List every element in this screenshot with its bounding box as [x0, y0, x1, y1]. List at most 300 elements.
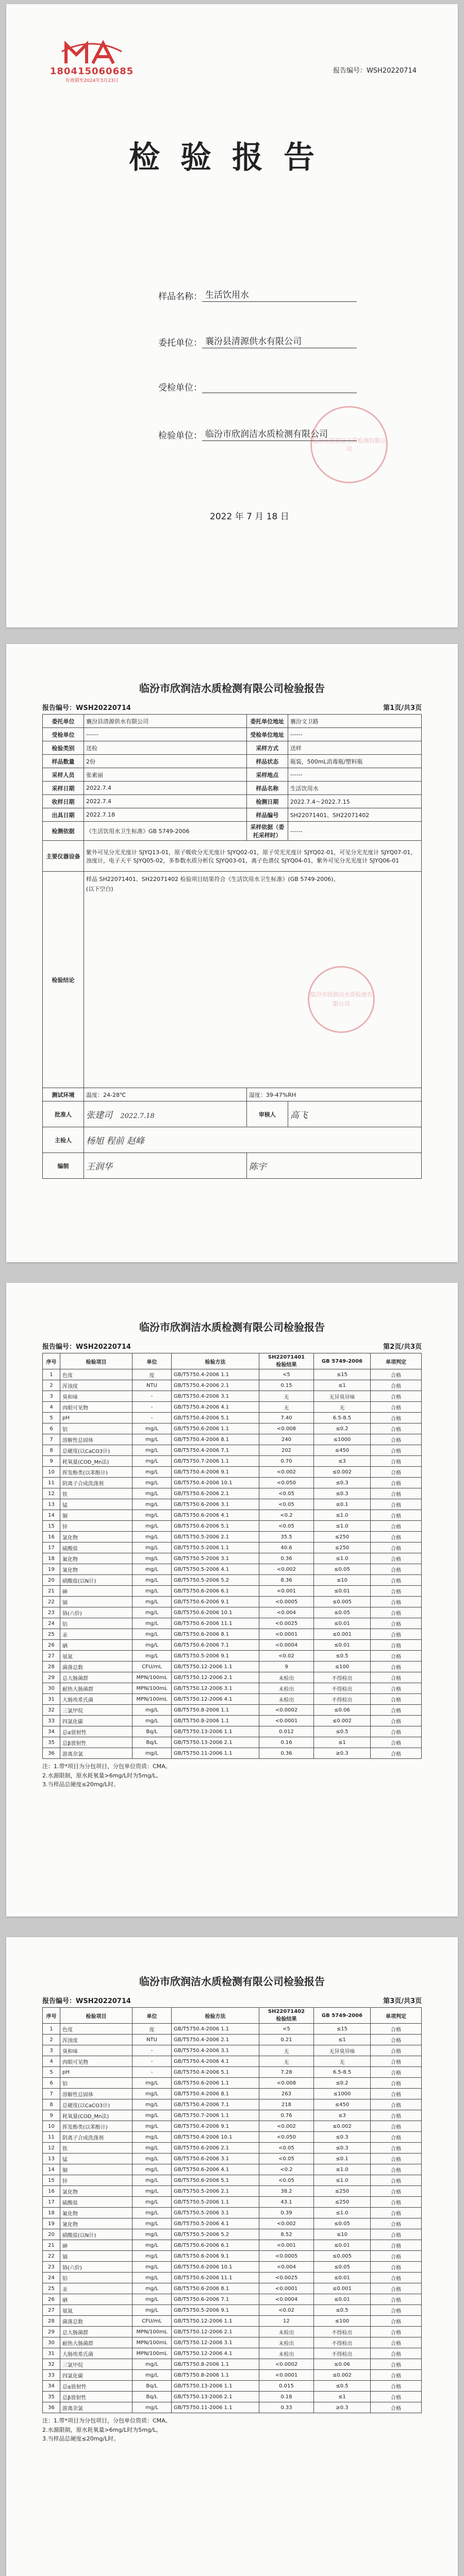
page-title: 临汾市欣润洁水质检测有限公司检验报告 — [139, 1975, 325, 1988]
table-cell: 6.5-8.5 — [314, 1413, 371, 1423]
table-cell: ≥0.3 — [314, 2402, 371, 2413]
table-row — [43, 2121, 422, 2132]
table-cell: 合格 — [371, 1543, 422, 1553]
table-cell: GB/T5750.6-2006 7.1 — [172, 2294, 259, 2305]
note-line: 2.水源限制，原水耗氧量>6mg/L时为5mg/L。 — [42, 1772, 162, 1779]
table-cell: 0.012 — [259, 1726, 314, 1737]
table-cell: 无 — [259, 1402, 314, 1413]
table-cell: GB/T5750.5-2006 5.2 — [172, 1575, 259, 1586]
table-row — [43, 2143, 422, 2154]
table-cell: <0.001 — [259, 2240, 314, 2251]
table-cell: 218 — [259, 2099, 314, 2110]
table-cell: 铬(六价) — [60, 1607, 132, 1618]
col-header-label: 检验结果 — [276, 2016, 297, 2022]
table-cell: <0.002 — [259, 1564, 314, 1575]
table-cell: mg/L — [132, 2305, 172, 2316]
sampling-value: ------ — [288, 822, 421, 841]
table-cell: <0.004 — [259, 1607, 314, 1618]
col-header: GB 5749-2006 — [314, 2008, 371, 2024]
table-cell: <0.0002 — [259, 1705, 314, 1716]
table-cell: ≤0.01 — [314, 1640, 371, 1651]
table-cell: ≤0.01 — [314, 1586, 371, 1597]
table-cell: - — [132, 1413, 172, 1423]
official-seal: 临汾市欣润洁水质检测有限公司 — [310, 406, 388, 483]
table-cell: 35 — [43, 1737, 60, 1748]
table-cell: ≤15 — [314, 1369, 371, 1380]
table-cell: mg/L — [132, 1488, 172, 1499]
table-cell: 无 — [314, 2056, 371, 2067]
equipment-label: 主要仪器设备 — [43, 841, 84, 872]
table-cell: ≤1000 — [314, 2089, 371, 2099]
table-cell: 臭和味 — [60, 1391, 132, 1402]
table-cell: 合格 — [371, 1413, 422, 1423]
notes — [42, 2416, 422, 2444]
table-cell: 铅 — [60, 2273, 132, 2283]
table-cell: 合格 — [371, 1423, 422, 1434]
table-cell: GB/T5750.4-2006 5.1 — [172, 1413, 259, 1423]
col-header: 单位 — [132, 1353, 172, 1369]
col-header: 序号 — [43, 2008, 60, 2024]
table-cell: mg/L — [132, 2402, 172, 2413]
table-cell: 铜 — [60, 2164, 132, 2175]
table-cell: mg/L — [132, 2175, 172, 2186]
table-cell: - — [132, 1391, 172, 1402]
table-cell: GB/T5750.6-2006 4.1 — [172, 1510, 259, 1521]
table-cell: <0.008 — [259, 2078, 314, 2089]
table-cell: ≤0.2 — [314, 2078, 371, 2089]
table-cell: mg/L — [132, 2251, 172, 2262]
table-cell: ≤1.0 — [314, 2208, 371, 2218]
table-cell: ≤0.002 — [314, 2121, 371, 2132]
table-cell: 12 — [259, 2316, 314, 2327]
info-key: 委托单位 — [43, 715, 84, 728]
table-cell: mg/L — [132, 2089, 172, 2099]
table-cell: 0.33 — [259, 2402, 314, 2413]
table-cell: 氯化物 — [60, 1532, 132, 1543]
table-cell: mg/L — [132, 1434, 172, 1445]
table-cell: ≤0.3 — [314, 1478, 371, 1488]
table-cell: 合格 — [371, 1467, 422, 1478]
col-header-label: 检验结果 — [276, 1362, 297, 1368]
info-key: 采样地点 — [246, 768, 288, 782]
table-cell: 7 — [43, 1434, 60, 1445]
table-cell: ≤3 — [314, 2110, 371, 2121]
cover-field-sample — [145, 287, 357, 302]
table-cell: 不得检出 — [314, 1694, 371, 1705]
table-cell: <0.05 — [259, 1499, 314, 1510]
table-row — [43, 1521, 422, 1532]
table-cell: Bq/L — [132, 2392, 172, 2402]
info-row — [43, 782, 422, 795]
table-cell: 合格 — [371, 2143, 422, 2154]
table-cell: 0.39 — [259, 2208, 314, 2218]
table-cell: 锰 — [60, 1499, 132, 1510]
table-cell: ≤0.001 — [314, 2283, 371, 2294]
table-cell: 16 — [43, 1532, 60, 1543]
table-cell: GB/T5750.12-2006 4.1 — [172, 1694, 259, 1705]
table-cell: <0.0004 — [259, 2294, 314, 2305]
table-row — [43, 2056, 422, 2067]
table-cell: 未检出 — [259, 1694, 314, 1705]
table-cell: GB/T5750.4-2006 10.1 — [172, 2132, 259, 2143]
table-cell: GB/T5750.7-2006 1.1 — [172, 1456, 259, 1467]
table-cell: ≤0.06 — [314, 2359, 371, 2370]
col-header: GB 5749-2006 — [314, 1353, 371, 1369]
cma-mark — [45, 40, 138, 83]
table-cell: 38.2 — [259, 2186, 314, 2197]
table-row — [43, 1683, 422, 1694]
table-cell: mg/L — [132, 2186, 172, 2197]
table-cell: GB/T5750.12-2006 4.1 — [172, 2348, 259, 2359]
results-table — [42, 1353, 422, 1759]
table-cell: GB/T5750.6-2006 10.1 — [172, 2262, 259, 2273]
table-cell: <0.2 — [259, 2164, 314, 2175]
table-cell: 0.76 — [259, 2110, 314, 2121]
table-cell: ≤15 — [314, 2024, 371, 2035]
info-value: 2份 — [84, 755, 247, 768]
reviewer-signature: 高飞 — [290, 1110, 308, 1121]
table-cell: 9 — [43, 1456, 60, 1467]
table-cell: 合格 — [371, 2240, 422, 2251]
table-cell: 24 — [43, 2273, 60, 2283]
table-cell: 43.1 — [259, 2197, 314, 2208]
table-cell: GB/T5750.13-2006 2.1 — [172, 1737, 259, 1748]
table-cell: 8.36 — [259, 1575, 314, 1586]
table-cell: <0.0005 — [259, 1597, 314, 1607]
table-cell: 合格 — [371, 2283, 422, 2294]
table-row — [43, 2262, 422, 2273]
table-cell: Bq/L — [132, 1726, 172, 1737]
info-value: 2022.7.18 — [84, 808, 247, 822]
table-cell: ≤0.01 — [314, 2273, 371, 2283]
table-cell: 12 — [43, 1488, 60, 1499]
table-cell: 未检出 — [259, 2348, 314, 2359]
approver-cell — [84, 1101, 247, 1127]
table-cell: GB/T5750.6-2006 3.1 — [172, 2154, 259, 2164]
col-header: 检验方法 — [172, 1353, 259, 1369]
table-cell: ≤0.3 — [314, 1488, 371, 1499]
table-cell: 3 — [43, 2045, 60, 2056]
table-cell: 17 — [43, 2197, 60, 2208]
table-cell: 肉眼可见物 — [60, 2056, 132, 2067]
table-cell: 合格 — [371, 2262, 422, 2273]
table-cell: GB/T5750.4-2006 1.1 — [172, 2024, 259, 2035]
table-cell: mg/L — [132, 1748, 172, 1759]
note-line: 2.水源限制，原水耗氧量>6mg/L时为5mg/L。 — [42, 2426, 162, 2433]
table-cell: mg/L — [132, 2099, 172, 2110]
table-cell: 0.015 — [259, 2381, 314, 2392]
cover-field-value: 生活饮用水 — [202, 287, 357, 302]
table-cell: GB/T5750.6-2006 9.1 — [172, 1597, 259, 1607]
info-key: 样品数量 — [43, 755, 84, 768]
table-cell: mg/L — [132, 1532, 172, 1543]
cover-field-client — [145, 334, 357, 348]
table-cell: 合格 — [371, 1434, 422, 1445]
page-title: 临汾市欣润洁水质检测有限公司检验报告 — [139, 682, 325, 694]
table-row — [43, 2392, 422, 2402]
table-row — [43, 2316, 422, 2327]
table-cell: 合格 — [371, 1618, 422, 1629]
info-value: 襄汾县清源供水有限公司 — [84, 715, 247, 728]
table-cell: 氨氮 — [60, 2305, 132, 2316]
table-cell: 9 — [259, 1662, 314, 1672]
table-cell: ≤0.005 — [314, 2251, 371, 2262]
table-cell: 25 — [43, 2283, 60, 2294]
table-cell: GB/T5750.12-2006 1.1 — [172, 1662, 259, 1672]
reviewer-cell — [288, 1101, 421, 1127]
info-value: 送样 — [288, 741, 421, 755]
table-cell: 未检出 — [259, 2337, 314, 2348]
table-cell: ≤1.0 — [314, 2175, 371, 2186]
table-cell: ≤250 — [314, 2197, 371, 2208]
table-cell: <0.002 — [259, 2218, 314, 2229]
table-cell: <0.02 — [259, 2305, 314, 2316]
table-cell: 合格 — [371, 2208, 422, 2218]
info-row — [43, 768, 422, 782]
tester-signature: 杨旭 程前 赵峰 — [86, 1136, 144, 1146]
table-cell: ≤0.3 — [314, 2143, 371, 2154]
table-cell: 耐热大肠菌群 — [60, 1683, 132, 1694]
col-header: 单位 — [132, 2008, 172, 2024]
table-cell: ≤0.01 — [314, 1618, 371, 1629]
table-cell: 合格 — [371, 2186, 422, 2197]
table-cell: 合格 — [371, 2337, 422, 2348]
cover-field-label: 委托单位： — [158, 338, 202, 348]
table-cell: 14 — [43, 1510, 60, 1521]
table-row — [43, 2337, 422, 2348]
table-cell: 15 — [43, 1521, 60, 1532]
table-cell: 铝 — [60, 1423, 132, 1434]
writer-signature: 王润华 — [86, 1162, 112, 1172]
table-cell: mg/L — [132, 1423, 172, 1434]
info-key: 样品编号 — [246, 808, 288, 822]
table-cell: 合格 — [371, 2154, 422, 2164]
table-cell: <0.05 — [259, 2154, 314, 2164]
notes — [42, 1762, 422, 1789]
table-row — [43, 1499, 422, 1510]
table-cell: ≤0.06 — [314, 1705, 371, 1716]
table-cell: GB/T5750.4-2006 8.1 — [172, 1434, 259, 1445]
table-cell: 1 — [43, 2024, 60, 2035]
table-cell: 14 — [43, 2164, 60, 2175]
table-row — [43, 2132, 422, 2143]
table-cell: GB/T5750.8-2006 1.1 — [172, 1716, 259, 1726]
table-cell: 11 — [43, 1478, 60, 1488]
table-cell: GB/T5750.12-2006 3.1 — [172, 2337, 259, 2348]
summary-page — [6, 644, 458, 1262]
table-cell: 7.28 — [259, 2067, 314, 2078]
info-key: 样品名称 — [246, 782, 288, 795]
table-cell: GB/T5750.6-2006 1.1 — [172, 1423, 259, 1434]
table-cell: 铬(六价) — [60, 2262, 132, 2273]
table-cell: 34 — [43, 1726, 60, 1737]
info-row — [43, 715, 422, 728]
table-cell: 阴离子合成洗涤剂 — [60, 1478, 132, 1488]
cover-title: 检验报告 — [129, 140, 335, 176]
table-cell: 合格 — [371, 1607, 422, 1618]
table-cell: <0.0002 — [259, 2359, 314, 2370]
table-row — [43, 1705, 422, 1716]
table-cell: ≤1.0 — [314, 1553, 371, 1564]
table-cell: 总α放射性 — [60, 2381, 132, 2392]
table-cell: 氟化物 — [60, 1553, 132, 1564]
table-cell: GB/T5750.6-2006 7.1 — [172, 1640, 259, 1651]
table-cell: mg/L — [132, 1629, 172, 1640]
table-cell: 合格 — [371, 1488, 422, 1499]
table-cell: mg/L — [132, 2218, 172, 2229]
table-cell: 铝 — [60, 2078, 132, 2089]
table-cell: 镉 — [60, 1597, 132, 1607]
table-cell: 0.16 — [259, 1737, 314, 1748]
table-cell: GB/T5750.4-2006 1.1 — [172, 1369, 259, 1380]
approver-signature: 张建司 — [86, 1110, 112, 1121]
table-cell: ≤0.5 — [314, 2381, 371, 2392]
table-row — [43, 2024, 422, 2035]
note-line: 注：1.带*项目为分包项目，分包单位资质：CMA。 — [42, 1763, 171, 1770]
table-row — [43, 1456, 422, 1467]
table-cell: 19 — [43, 2218, 60, 2229]
table-cell: ≤450 — [314, 1445, 371, 1456]
table-cell: 臭和味 — [60, 2045, 132, 2056]
table-cell: 18 — [43, 2208, 60, 2218]
table-cell: 合格 — [371, 1683, 422, 1694]
table-cell: 33 — [43, 1716, 60, 1726]
table-cell: 29 — [43, 1672, 60, 1683]
table-cell: 硒 — [60, 2294, 132, 2305]
table-cell: 三氯甲烷 — [60, 2359, 132, 2370]
page-header — [42, 1995, 422, 2005]
table-cell: 4 — [43, 2056, 60, 2067]
table-cell: 10 — [43, 2121, 60, 2132]
table-cell: 0.36 — [259, 1748, 314, 1759]
table-cell: mg/L — [132, 2359, 172, 2370]
table-cell: 合格 — [371, 1510, 422, 1521]
table-cell: 合格 — [371, 1737, 422, 1748]
table-cell: mg/L — [132, 1510, 172, 1521]
table-cell: GB/T5750.4-2006 4.1 — [172, 2056, 259, 2067]
table-cell: NTU — [132, 1380, 172, 1391]
table-row — [43, 2197, 422, 2208]
table-cell: 铅 — [60, 1618, 132, 1629]
table-cell: GB/T5750.13-2006 1.1 — [172, 1726, 259, 1737]
table-cell: 铁 — [60, 2143, 132, 2154]
table-cell: 总大肠菌群 — [60, 2327, 132, 2337]
table-cell: GB/T5750.12-2006 3.1 — [172, 1683, 259, 1694]
table-cell: 氟化物 — [60, 2208, 132, 2218]
table-row — [43, 2045, 422, 2056]
table-cell: 四氯化碳 — [60, 2370, 132, 2381]
info-key: 委托单位地址 — [246, 715, 288, 728]
table-cell: GB/T5750.4-2006 7.1 — [172, 1445, 259, 1456]
table-cell: mg/L — [132, 1575, 172, 1586]
table-cell: mg/L — [132, 2132, 172, 2143]
table-cell: 浑浊度 — [60, 2035, 132, 2045]
table-cell: ≤0.002 — [314, 1716, 371, 1726]
table-cell: GB/T5750.6-2006 4.1 — [172, 2164, 259, 2175]
table-cell: GB/T5750.4-2006 3.1 — [172, 2045, 259, 2056]
table-cell: GB/T5750.6-2006 6.1 — [172, 2240, 259, 2251]
table-cell: 20 — [43, 2229, 60, 2240]
table-cell: 32 — [43, 1705, 60, 1716]
table-cell: 总α放射性 — [60, 1726, 132, 1737]
table-cell: GB/T5750.4-2006 10.1 — [172, 1478, 259, 1488]
table-cell: 5 — [43, 1413, 60, 1423]
sample-code: SH22071402 — [268, 2009, 305, 2014]
table-cell: GB/T5750.4-2006 2.1 — [172, 2035, 259, 2045]
table-cell: 硫酸盐 — [60, 2197, 132, 2208]
table-cell: 合格 — [371, 1629, 422, 1640]
report-number: 报告编号：WSH20220714 — [333, 67, 417, 75]
table-cell: 游离余氯 — [60, 1748, 132, 1759]
cma-logo-icon — [61, 40, 123, 66]
note-line: 3.当样品总硬度≤20mg/L时。 — [42, 2435, 120, 2443]
table-cell: 未检出 — [259, 1672, 314, 1683]
table-row — [43, 2035, 422, 2045]
table-cell: GB/T5750.13-2006 2.1 — [172, 2392, 259, 2402]
table-cell: 合格 — [371, 1499, 422, 1510]
table-row — [43, 1716, 422, 1726]
approver-label: 批准人 — [43, 1101, 84, 1127]
table-cell: ≤0.05 — [314, 1564, 371, 1575]
table-row — [43, 1629, 422, 1640]
table-row — [43, 1380, 422, 1391]
table-cell: 氯化物 — [60, 2186, 132, 2197]
table-cell: <5 — [259, 2024, 314, 2035]
table-cell: 合格 — [371, 2067, 422, 2078]
table-cell: 合格 — [371, 2056, 422, 2067]
info-value: 送检 — [84, 741, 247, 755]
table-cell: mg/L — [132, 2294, 172, 2305]
table-cell: 无 — [314, 1402, 371, 1413]
table-cell: mg/L — [132, 2370, 172, 2381]
table-row — [43, 2164, 422, 2175]
table-cell: 22 — [43, 1597, 60, 1607]
table-cell: 合格 — [371, 1564, 422, 1575]
info-value: 张素丽 — [84, 768, 247, 782]
table-cell: <0.0025 — [259, 1618, 314, 1629]
table-row — [43, 1607, 422, 1618]
table-cell: GB/T5750.4-2006 8.1 — [172, 2089, 259, 2099]
table-cell: 11 — [43, 2132, 60, 2143]
table-cell: 0.36 — [259, 1553, 314, 1564]
table-cell: GB/T5750.5-2006 4.1 — [172, 2218, 259, 2229]
table-cell: 8.52 — [259, 2229, 314, 2240]
table-cell: 18 — [43, 1553, 60, 1564]
table-cell: GB/T5750.5-2006 2.1 — [172, 1532, 259, 1543]
table-cell: 合格 — [371, 1726, 422, 1737]
table-row — [43, 2294, 422, 2305]
table-cell: 大肠埃希氏菌 — [60, 1694, 132, 1705]
table-cell: GB/T5750.6-2006 8.1 — [172, 1629, 259, 1640]
table-cell: 合格 — [371, 2381, 422, 2392]
table-cell: MPN/100mL — [132, 1694, 172, 1705]
table-row — [43, 1488, 422, 1499]
table-cell: 铁 — [60, 1488, 132, 1499]
col-header: 单项判定 — [371, 2008, 422, 2024]
table-row — [43, 1478, 422, 1488]
table-cell: GB/T5750.6-2006 2.1 — [172, 2143, 259, 2154]
table-cell: ≤0.2 — [314, 1423, 371, 1434]
table-row — [43, 2089, 422, 2099]
table-row — [43, 1597, 422, 1607]
table-row — [43, 1434, 422, 1445]
table-cell: 耗氧量(COD_Mn法) — [60, 1456, 132, 1467]
table-cell: mg/L — [132, 1478, 172, 1488]
table-cell: 合格 — [371, 2348, 422, 2359]
table-cell: ≤0.001 — [314, 1629, 371, 1640]
info-value: 2022.7.4 — [84, 782, 247, 795]
table-cell: 29 — [43, 2327, 60, 2337]
